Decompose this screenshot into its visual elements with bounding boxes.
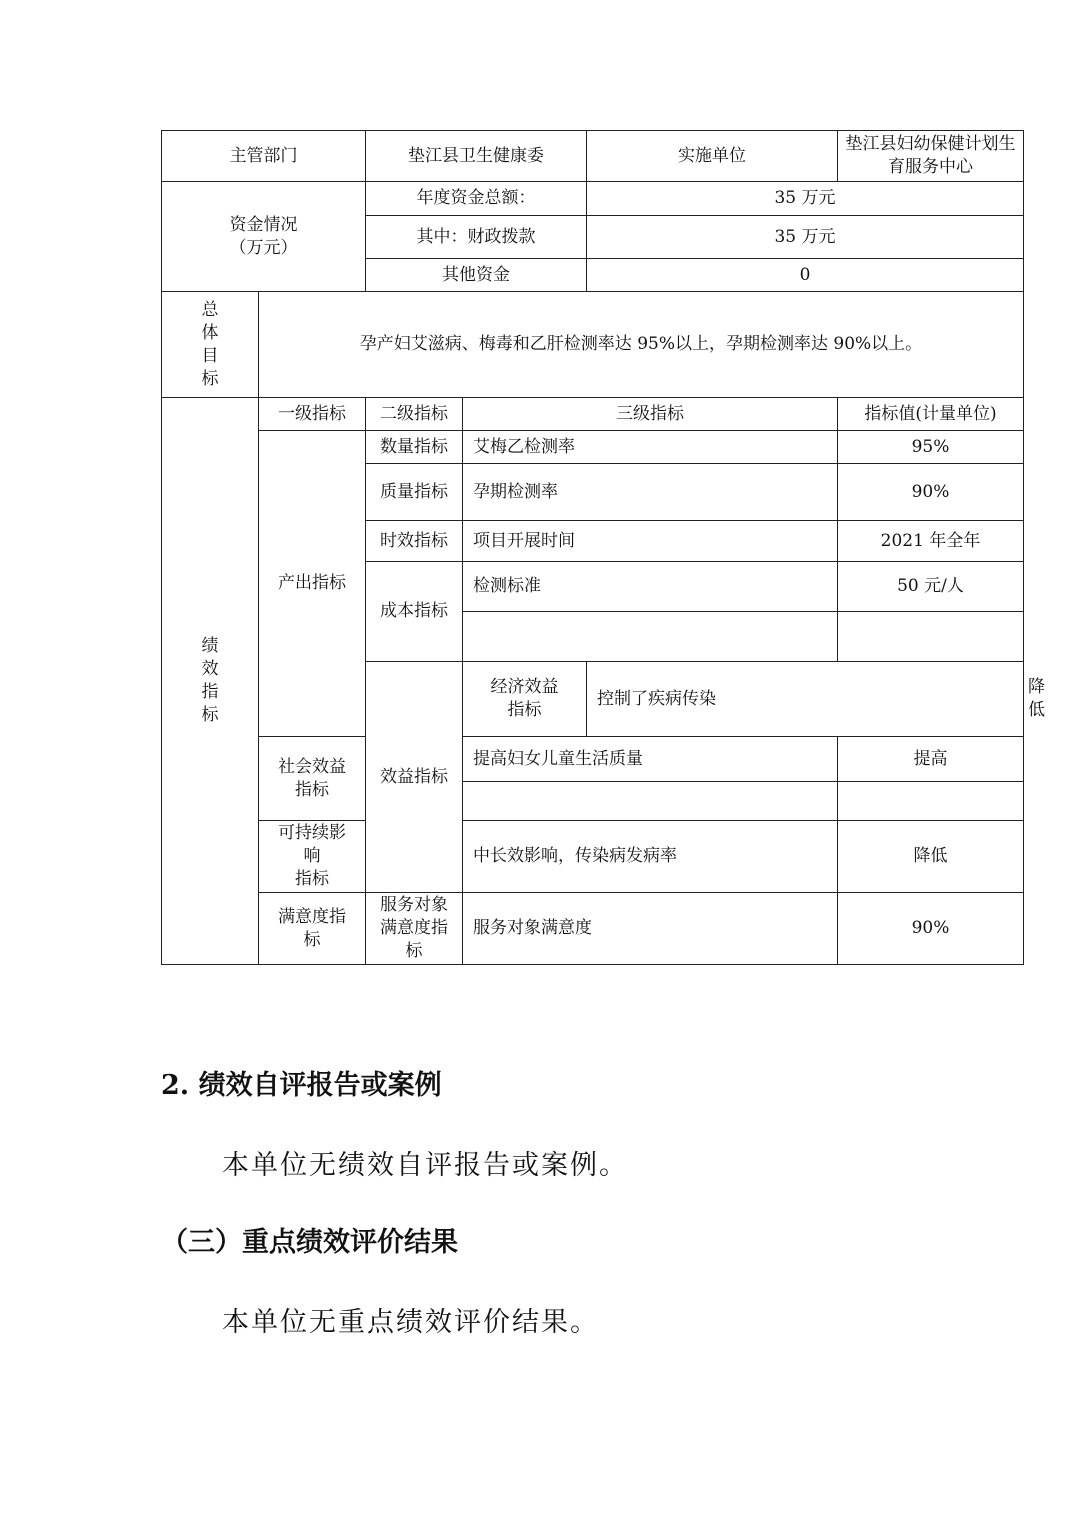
indicators-label: 绩 效 指 标	[162, 398, 259, 965]
fiscal-funds-label: 其中：财政拨款	[366, 216, 587, 259]
section-2-heading: 2. 绩效自评报告或案例	[161, 1070, 442, 1101]
dept-value: 垫江县卫生健康委	[366, 131, 587, 182]
unit-value: 垫江县妇幼保健计划生育服务中心	[838, 131, 1024, 182]
dept-label: 主管部门	[162, 131, 366, 182]
col-header-level2: 二级指标	[366, 398, 463, 431]
timeliness-indicator-value: 2021 年全年	[838, 521, 1024, 562]
quality-indicator-value: 90%	[838, 464, 1024, 521]
col-header-value: 指标值(计量单位)	[838, 398, 1024, 431]
sustainable-indicator-item: 中长效影响，传染病发病率	[463, 821, 838, 893]
col-header-level3: 三级指标	[463, 398, 838, 431]
other-funds-label: 其他资金	[366, 259, 587, 292]
social-empty-value	[838, 782, 1024, 821]
cost-empty-value	[838, 612, 1024, 662]
economic-indicator-item: 控制了疾病传染	[587, 662, 1024, 737]
quality-indicator-item: 孕期检测率	[463, 464, 838, 521]
funds-label: 资金情况 （万元）	[162, 182, 366, 292]
quantity-indicator-value: 95%	[838, 431, 1024, 464]
cost-empty-item	[463, 612, 838, 662]
fiscal-funds-value: 35 万元	[587, 216, 1024, 259]
total-funds-label: 年度资金总额：	[366, 182, 587, 216]
sustainable-indicator-label: 可持续影 响 指标	[259, 821, 366, 893]
performance-table: 主管部门 垫江县卫生健康委 实施单位 垫江县妇幼保健计划生育服务中心 资金情况 （万元） 年度资金总额： 35 万元 其中：财政拨款 35 万元 其他资金 0 总 体 目 标 孕产妇艾滋病、梅毒和乙肝检测率达 95%以上，孕期检测率达 90%以上。 绩 效 指 标 一级指标 二级指标 三级指标 指标值(计量单位) 产出指标 数量指标 艾梅乙检测率 95% 质量指标 孕期检测率 90% 时效指标 项目开展时间 2021 年全年 成本指标 检测标准 50 元/人 效益指标 经济效益 指标 控制了疾病传染 降低 社会效益 指标 提高妇女儿童生活质量 提高 可持续影 响 指标 中长效影响，传染病发病率 降低 满意度指 标 服务对象 满意度指 标 服务对象满意度 90%	[161, 130, 1024, 965]
benefit-indicator-label: 效益指标	[366, 662, 463, 893]
cost-indicator-item: 检测标准	[463, 562, 838, 612]
social-empty-item	[463, 782, 838, 821]
social-indicator-value: 提高	[838, 737, 1024, 782]
output-indicator-label: 产出指标	[259, 431, 366, 737]
other-funds-value: 0	[587, 259, 1024, 292]
goal-text: 孕产妇艾滋病、梅毒和乙肝检测率达 95%以上，孕期检测率达 90%以上。	[259, 292, 1024, 398]
service-satisfaction-label: 服务对象 满意度指 标	[366, 893, 463, 965]
section-2-text: 本单位无绩效自评报告或案例。	[222, 1150, 628, 1181]
service-satisfaction-item: 服务对象满意度	[463, 893, 838, 965]
goal-label: 总 体 目 标	[162, 292, 259, 398]
social-indicator-label: 社会效益 指标	[259, 737, 366, 821]
service-satisfaction-value: 90%	[838, 893, 1024, 965]
satisfaction-indicator-label: 满意度指 标	[259, 893, 366, 965]
cost-indicator-label: 成本指标	[366, 562, 463, 662]
timeliness-indicator-item: 项目开展时间	[463, 521, 838, 562]
economic-indicator-label: 经济效益 指标	[463, 662, 587, 737]
sustainable-indicator-value: 降低	[838, 821, 1024, 893]
section-3-heading: （三）重点绩效评价结果	[161, 1227, 458, 1258]
quantity-indicator-item: 艾梅乙检测率	[463, 431, 838, 464]
total-funds-value: 35 万元	[587, 182, 1024, 216]
timeliness-indicator-label: 时效指标	[366, 521, 463, 562]
quality-indicator-label: 质量指标	[366, 464, 463, 521]
quantity-indicator-label: 数量指标	[366, 431, 463, 464]
cost-indicator-value: 50 元/人	[838, 562, 1024, 612]
unit-label: 实施单位	[587, 131, 838, 182]
col-header-level1: 一级指标	[259, 398, 366, 431]
section-3-text: 本单位无重点绩效评价结果。	[222, 1307, 599, 1338]
social-indicator-item: 提高妇女儿童生活质量	[463, 737, 838, 782]
